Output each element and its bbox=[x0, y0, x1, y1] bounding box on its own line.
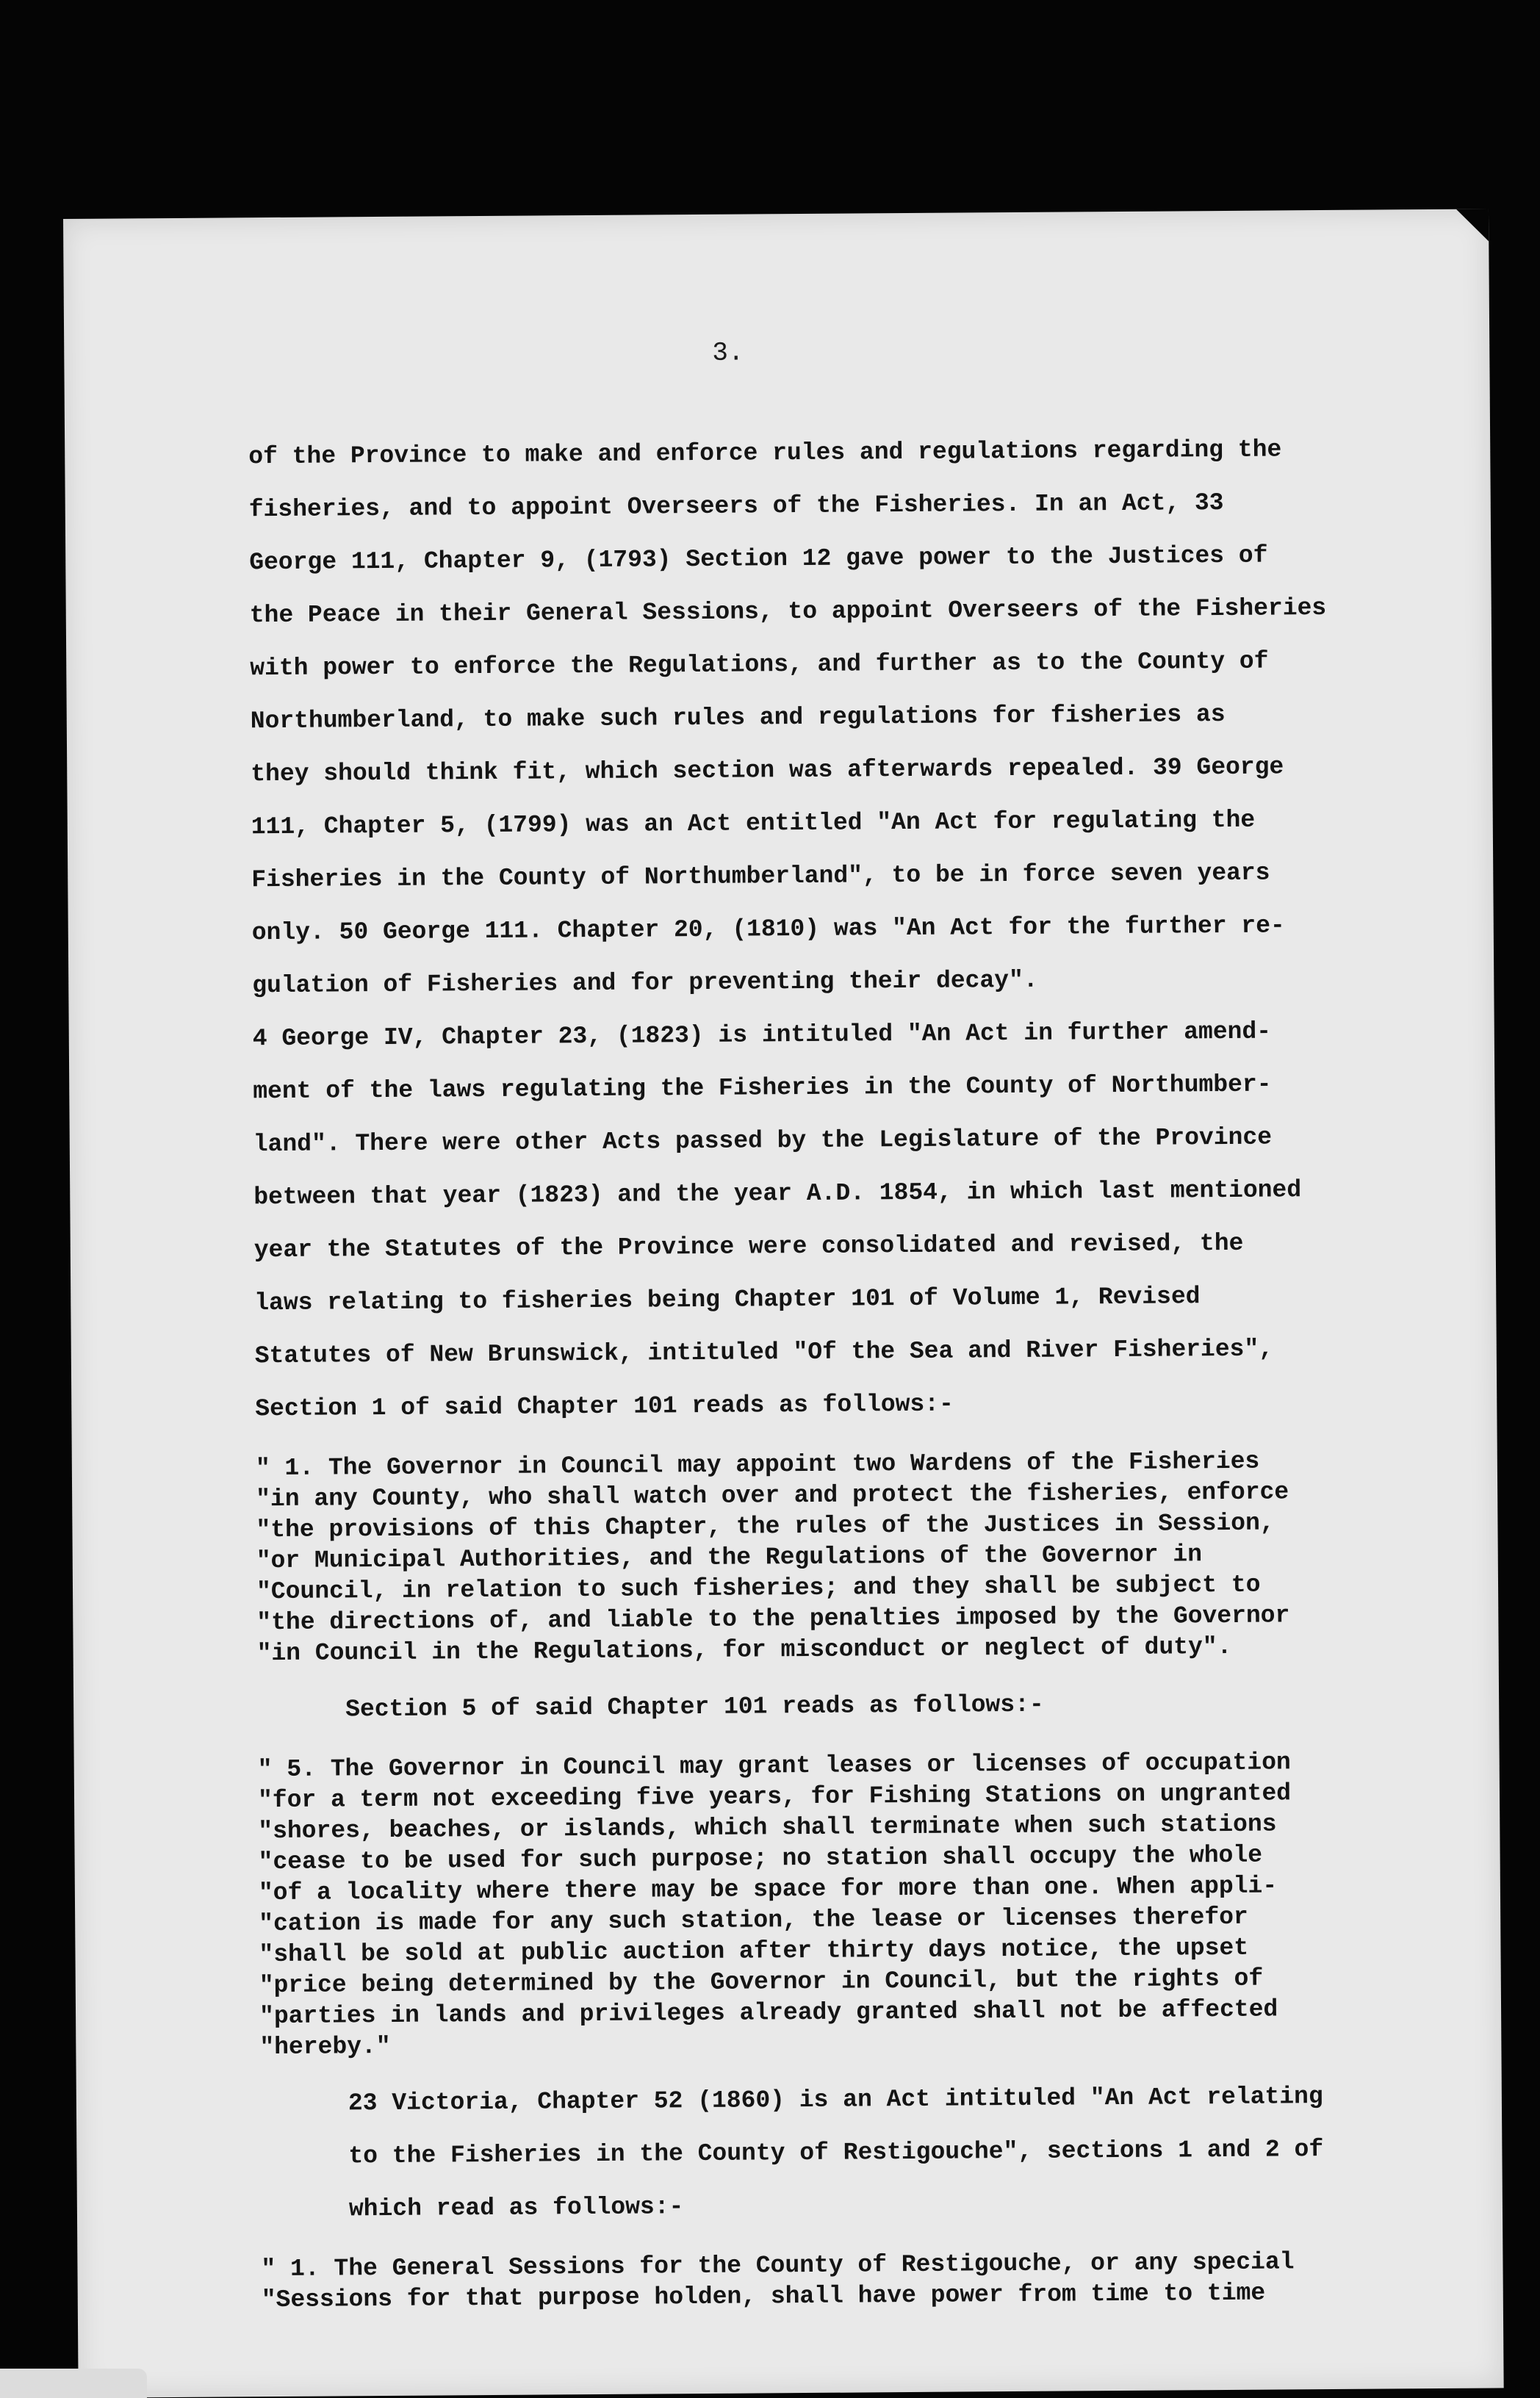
paragraph-history: of the Province to make and enforce rules and regulations regarding the fisheries, and to appoint Overseers of the Fisheries. In an Act, 33 George 111, Chapter 9, (1793) Section 12 gave power to the Justices of the Peace in their General Sessions, to appoint Overseers of the Fisheries with power to enforce the Regulations, and further as to the County of Northumberland, to make such rules and regulations for fisheries as they should think fit, which section was afterwards repealed. 39 George 111, Chapter 5, (1799) was an Act entitled "An Act for regulating the Fisheries in the County of Northumberland", to be in force seven years only. 50 George 111. Chapter 20, (1810) was "An Act for the further re- gulation of Fisheries and for preventing their decay". bbox=[248, 436, 1327, 1000]
document-body bbox=[248, 422, 1467, 2330]
document-page bbox=[63, 209, 1504, 2397]
archive-tab bbox=[0, 2369, 147, 2398]
paragraph-acts: 4 George IV, Chapter 23, (1823) is intituled "An Act in further amend- ment of the laws regulating the Fisheries in the County of Northumber- land". There were other Acts passed by the Legislature of the Province between that year (1823) and the year A.D. 1854, in which last mentioned year the Statutes of the Province were consolidated and revised, the laws relating to fisheries being Chapter 101 of Volume 1, Revised Statutes of New Brunswick, intituled "Of the Sea and River Fisheries", Section 1 of said Chapter 101 reads as follows:- bbox=[252, 1018, 1302, 1423]
quote-section-5: " 5. The Governor in Council may grant leases or licenses of occupation "for a term not exceeding five years, for Fishing Stations on ungranted "shores, beaches, or islands, which shall terminate when such stations "cease to be used for such purpose; no station shall occupy the whole "of a locality where there may be space for more than one. When appli- "cation is made for any such station, the lease or licenses therefor "shall be sold at public auction after thirty days notice, the upset "price being determined by the Governor in Council, but the rights of "parties in lands and privileges already granted shall not be affected "hereby." bbox=[257, 1749, 1292, 2062]
section-5-intro: Section 5 of said Chapter 101 reads as follows:- bbox=[345, 1691, 1044, 1724]
quote-restigouche: " 1. The General Sessions for the County of Restigouche, or any special "Sessions for that purpose holden, shall have power from time to time bbox=[261, 2248, 1295, 2314]
paragraph-victoria: 23 Victoria, Chapter 52 (1860) is an Act intituled "An Act relating to the Fisheries in the County of Restigouche", sections 1 and 2 of which read as follows:- bbox=[348, 2083, 1324, 2223]
page-corner bbox=[1456, 209, 1489, 241]
quote-section-1: " 1. The Governor in Council may appoint two Wardens of the Fisheries "in any County, who shall watch over and protect the fisheries, enforce "the provisions of this Chapter, the rules of the Justices in Session, "or Municipal Authorities, and the Regulations of the Governor in "Council, in relation to such fisheries; and they shall be subject to "the directions of, and liable to the penalties imposed by the Governor "in Council in the Regulations, for misconduct or neglect of duty". bbox=[255, 1447, 1290, 1668]
page-number: 3. bbox=[712, 337, 744, 368]
